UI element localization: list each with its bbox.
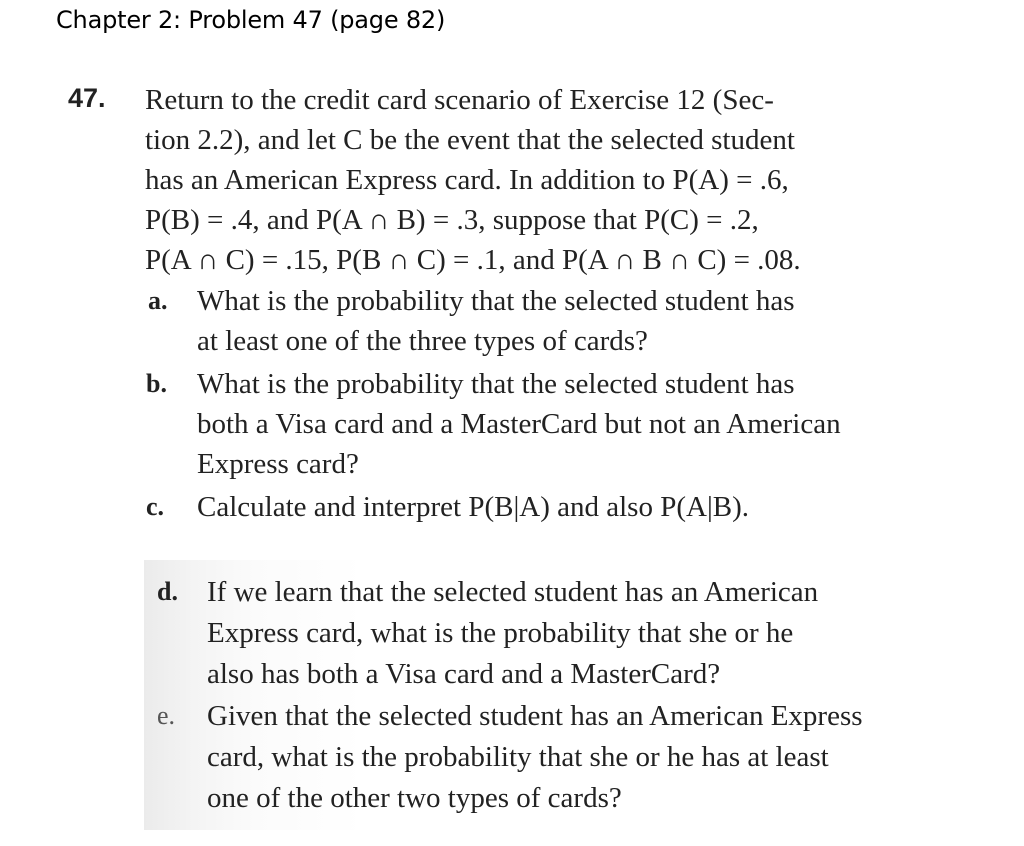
- part-c-line-1: Calculate and interpret P(B|A) and also P(A|B).: [197, 491, 750, 523]
- page-title: Chapter 2: Problem 47 (page 82): [56, 6, 446, 34]
- part-b-label: b.: [146, 369, 167, 398]
- intro-line-2: tion 2.2), and let C be the event that the selected student: [145, 124, 795, 156]
- part-b-line-1: What is the probability that the selected student has: [197, 368, 795, 400]
- intro-line-1: Return to the credit card scenario of Exercise 12 (Sec-: [145, 84, 774, 116]
- intro-line-3: has an American Express card. In addition to P(A) = .6,: [145, 164, 789, 196]
- part-e-line-3: one of the other two types of cards?: [207, 782, 622, 814]
- intro-line-4: P(B) = .4, and P(A ∩ B) = .3, suppose that P(C) = .2,: [145, 204, 759, 236]
- part-d-line-2: Express card, what is the probability that she or he: [207, 617, 794, 649]
- part-e-line-2: card, what is the probability that she or he has at least: [207, 741, 829, 773]
- part-d-line-3: also has both a Visa card and a MasterCard?: [207, 658, 721, 690]
- part-e-line-1: Given that the selected student has an American Express: [207, 700, 863, 732]
- intro-line-5: P(A ∩ C) = .15, P(B ∩ C) = .1, and P(A ∩ B ∩ C) = .08.: [145, 244, 801, 276]
- problem-number: 47.: [68, 83, 106, 113]
- part-d-line-1: If we learn that the selected student has an American: [207, 576, 819, 608]
- part-b-line-3: Express card?: [197, 448, 359, 480]
- part-a-line-2: at least one of the three types of cards?: [197, 325, 648, 357]
- part-a-line-1: What is the probability that the selected student has: [197, 285, 795, 317]
- part-a-label: a.: [148, 286, 168, 315]
- part-c-label: c.: [146, 492, 165, 521]
- part-e-label: e.: [157, 701, 176, 730]
- part-b-line-2: both a Visa card and a MasterCard but not an American: [197, 408, 841, 440]
- part-d-label: d.: [157, 577, 178, 606]
